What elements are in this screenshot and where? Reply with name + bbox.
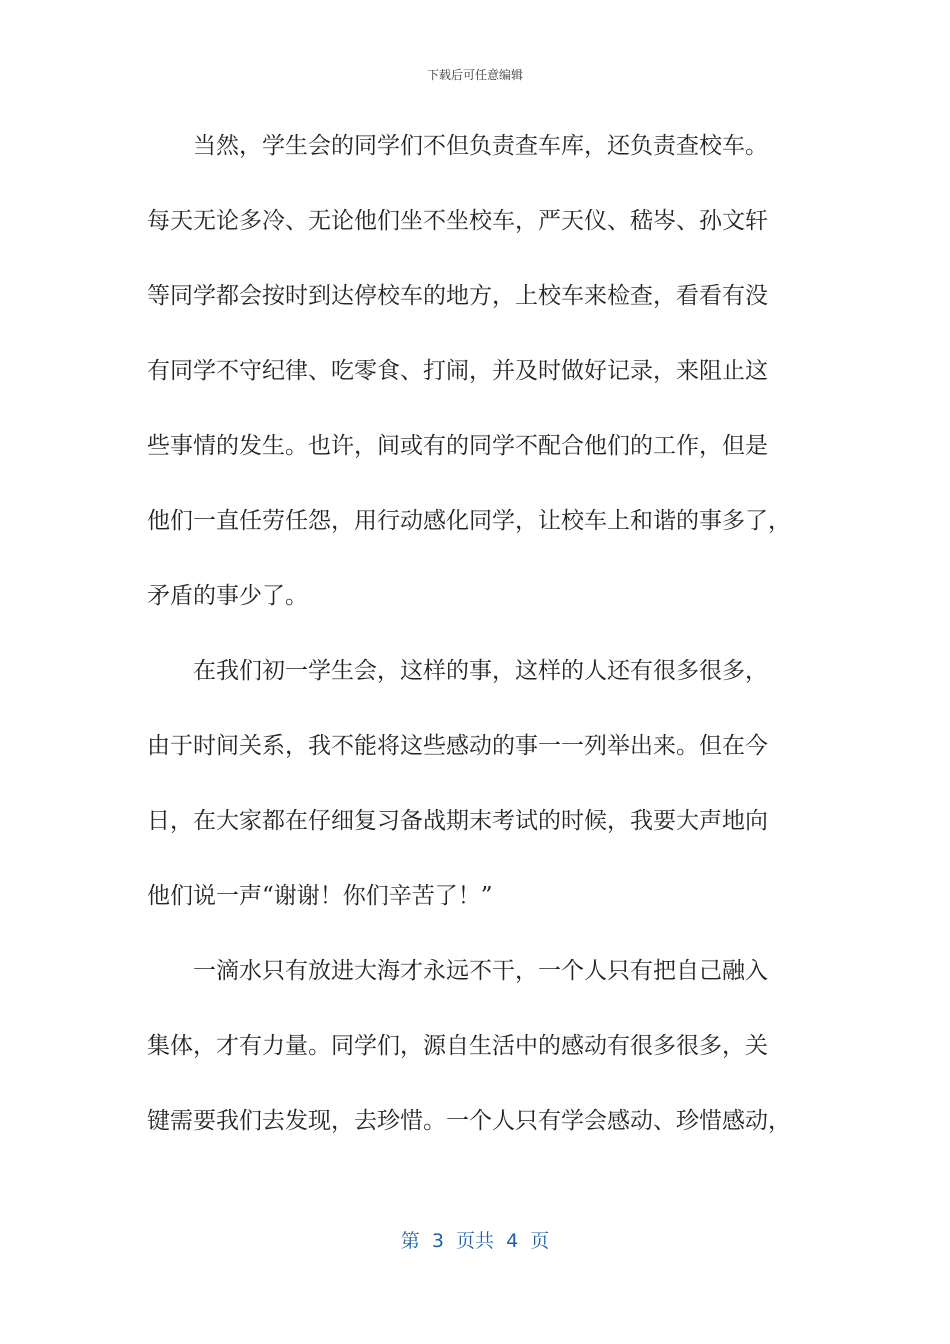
text-line: 当然，学生会的同学们不但负责查车库，还负责查校车。 (193, 133, 768, 159)
text-line: 矛盾的事少了。 (147, 583, 308, 609)
text-line: 由于时间关系，我不能将这些感动的事一一列举出来。但在今 (147, 733, 768, 759)
text-line: 一滴水只有放进大海才永远不干，一个人只有把自己融入 (193, 958, 768, 984)
text-line: 些事情的发生。也许，间或有的同学不配合他们的工作，但是 (147, 433, 768, 459)
text-line: 他们一直任劳任怨，用行动感化同学，让校车上和谐的事多了， (147, 508, 791, 534)
text-line: 在我们初一学生会，这样的事，这样的人还有很多很多， (193, 658, 768, 684)
text-line: 每天无论多冷、无论他们坐不坐校车，严天仪、嵇岑、孙文轩 (147, 208, 768, 234)
text-line: 集体，才有力量。同学们，源自生活中的感动有很多很多，关 (147, 1033, 768, 1059)
text-line: 有同学不守纪律、吃零食、打闹，并及时做好记录，来阻止这 (147, 358, 768, 384)
page-header: 下载后可任意编辑 (426, 68, 523, 82)
text-line: 键需要我们去发现，去珍惜。一个人只有学会感动、珍惜感动， (147, 1108, 791, 1134)
text-line: 等同学都会按时到达停校车的地方，上校车来检查，看看有没 (147, 283, 768, 309)
page-footer: 第 3 页共 4 页 (400, 1230, 550, 1252)
text-line: 他们说一声“谢谢！你们辛苦了！” (147, 883, 493, 909)
document-body (147, 126, 807, 1176)
text-line: 日，在大家都在仔细复习备战期末考试的时候，我要大声地向 (147, 808, 768, 834)
